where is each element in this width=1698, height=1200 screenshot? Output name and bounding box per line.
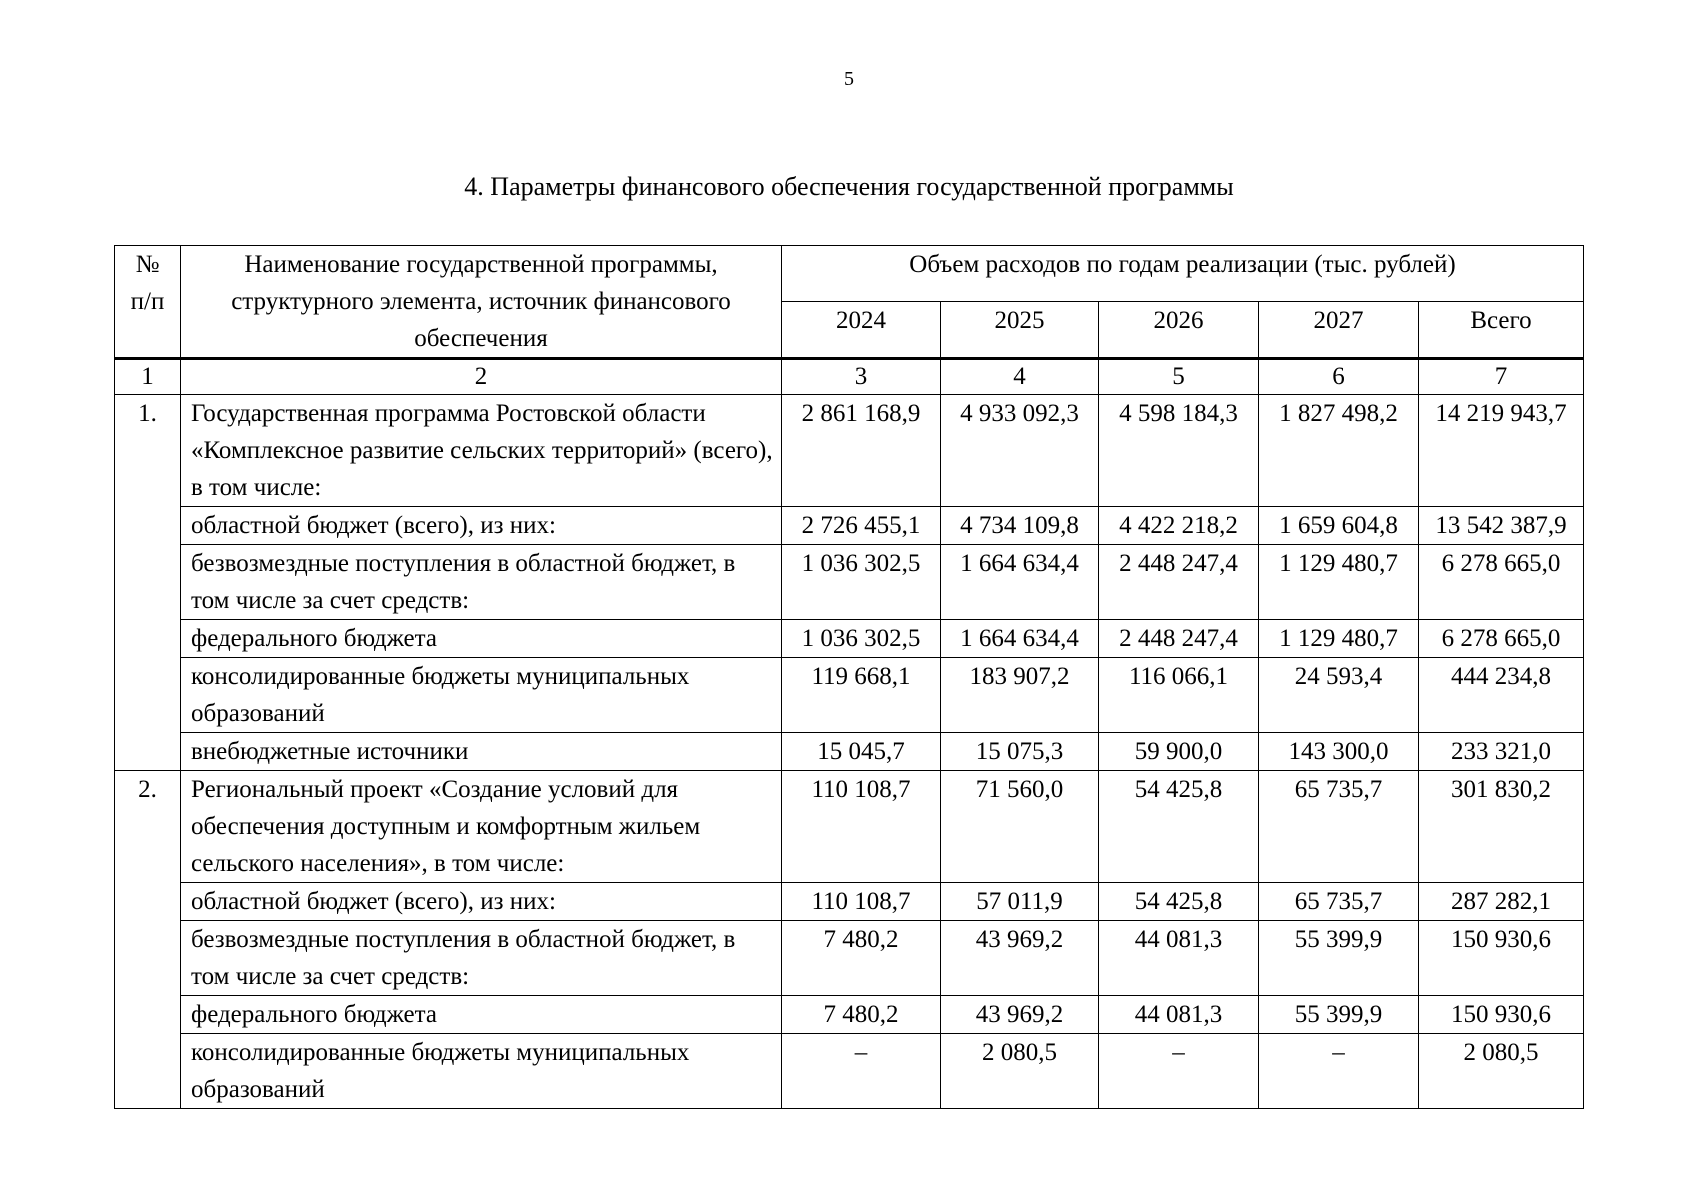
row-name: Региональный проект «Создание условий для обеспечения доступным и комфортным жильем сельского населения», в том числе: <box>181 771 782 883</box>
header-row <box>115 246 1584 302</box>
table-row <box>115 996 1584 1034</box>
row-name: областной бюджет (всего), из них: <box>181 507 782 545</box>
row-year-value: 110 108,7 <box>782 771 941 883</box>
row-year-value: 116 066,1 <box>1099 658 1259 733</box>
row-year-value: 1 659 604,8 <box>1259 507 1419 545</box>
row-year-value: 1 036 302,5 <box>782 545 941 620</box>
row-year-value: 1 129 480,7 <box>1259 620 1419 658</box>
row-name: федерального бюджета <box>181 620 782 658</box>
row-total-value: 6 278 665,0 <box>1419 545 1584 620</box>
header-num: № п/п <box>115 246 181 359</box>
column-number: 6 <box>1259 359 1419 395</box>
page-number: 5 <box>844 68 854 90</box>
table-row <box>115 658 1584 733</box>
row-total-value: 233 321,0 <box>1419 733 1584 771</box>
row-total-value: 150 930,6 <box>1419 996 1584 1034</box>
row-name: Государственная программа Ростовской области «Комплексное развитие сельских территорий» (всего), в том числе: <box>181 395 782 507</box>
row-year-value: 4 933 092,3 <box>941 395 1099 507</box>
financing-table <box>114 245 1584 1109</box>
row-year-value: 24 593,4 <box>1259 658 1419 733</box>
row-total-value: 13 542 387,9 <box>1419 507 1584 545</box>
row-year-value: – <box>1259 1034 1419 1109</box>
table-row <box>115 1034 1584 1109</box>
row-year-value: 55 399,9 <box>1259 921 1419 996</box>
row-year-value: 4 598 184,3 <box>1099 395 1259 507</box>
row-year-value: 65 735,7 <box>1259 883 1419 921</box>
column-numbers-row <box>115 359 1584 395</box>
row-year-value: 7 480,2 <box>782 921 941 996</box>
row-year-value: 4 734 109,8 <box>941 507 1099 545</box>
row-total-value: 14 219 943,7 <box>1419 395 1584 507</box>
row-year-value: 1 827 498,2 <box>1259 395 1419 507</box>
column-number: 5 <box>1099 359 1259 395</box>
row-year-value: 1 036 302,5 <box>782 620 941 658</box>
row-year-value: 143 300,0 <box>1259 733 1419 771</box>
row-year-value: 1 129 480,7 <box>1259 545 1419 620</box>
row-year-value: 1 664 634,4 <box>941 620 1099 658</box>
row-year-value: 43 969,2 <box>941 996 1099 1034</box>
header-year: 2027 <box>1259 301 1419 358</box>
row-year-value: 2 448 247,4 <box>1099 620 1259 658</box>
row-year-value: 43 969,2 <box>941 921 1099 996</box>
row-total-value: 2 080,5 <box>1419 1034 1584 1109</box>
row-total-value: 301 830,2 <box>1419 771 1584 883</box>
row-name: консолидированные бюджеты муниципальных образований <box>181 658 782 733</box>
row-year-value: 183 907,2 <box>941 658 1099 733</box>
row-year-value: 1 664 634,4 <box>941 545 1099 620</box>
row-year-value: 71 560,0 <box>941 771 1099 883</box>
table-row <box>115 620 1584 658</box>
row-year-value: 119 668,1 <box>782 658 941 733</box>
row-name: областной бюджет (всего), из них: <box>181 883 782 921</box>
row-year-value: 7 480,2 <box>782 996 941 1034</box>
header-year: 2026 <box>1099 301 1259 358</box>
row-total-value: 444 234,8 <box>1419 658 1584 733</box>
table-row <box>115 545 1584 620</box>
row-year-value: 57 011,9 <box>941 883 1099 921</box>
column-number: 2 <box>181 359 782 395</box>
row-year-value: 44 081,3 <box>1099 921 1259 996</box>
row-total-value: 150 930,6 <box>1419 921 1584 996</box>
row-name: безвозмездные поступления в областной бюджет, в том числе за счет средств: <box>181 921 782 996</box>
row-name: консолидированные бюджеты муниципальных образований <box>181 1034 782 1109</box>
row-name: федерального бюджета <box>181 996 782 1034</box>
column-number: 3 <box>782 359 941 395</box>
column-number: 4 <box>941 359 1099 395</box>
table-row <box>115 771 1584 883</box>
row-year-value: 54 425,8 <box>1099 883 1259 921</box>
row-year-value: 2 861 168,9 <box>782 395 941 507</box>
row-number: 1. <box>115 395 181 771</box>
table-row <box>115 733 1584 771</box>
row-year-value: 2 448 247,4 <box>1099 545 1259 620</box>
row-year-value: 44 081,3 <box>1099 996 1259 1034</box>
header-name: Наименование государственной программы, структурного элемента, источник финансового обеспечения <box>181 246 782 359</box>
row-year-value: 2 080,5 <box>941 1034 1099 1109</box>
row-number: 2. <box>115 771 181 1109</box>
header-volume: Объем расходов по годам реализации (тыс. рублей) <box>782 246 1584 302</box>
row-name: внебюджетные источники <box>181 733 782 771</box>
table-row <box>115 395 1584 507</box>
row-total-value: 287 282,1 <box>1419 883 1584 921</box>
column-number: 7 <box>1419 359 1584 395</box>
row-year-value: 15 045,7 <box>782 733 941 771</box>
row-year-value: 15 075,3 <box>941 733 1099 771</box>
row-year-value: 59 900,0 <box>1099 733 1259 771</box>
row-year-value: 2 726 455,1 <box>782 507 941 545</box>
column-number: 1 <box>115 359 181 395</box>
table-row <box>115 921 1584 996</box>
header-year: 2025 <box>941 301 1099 358</box>
table-row <box>115 507 1584 545</box>
header-year: 2024 <box>782 301 941 358</box>
header-total: Всего <box>1419 301 1584 358</box>
row-name: безвозмездные поступления в областной бюджет, в том числе за счет средств: <box>181 545 782 620</box>
row-year-value: 4 422 218,2 <box>1099 507 1259 545</box>
row-year-value: 65 735,7 <box>1259 771 1419 883</box>
row-year-value: 110 108,7 <box>782 883 941 921</box>
table-row <box>115 883 1584 921</box>
section-title: 4. Параметры финансового обеспечения государственной программы <box>464 172 1234 201</box>
row-total-value: 6 278 665,0 <box>1419 620 1584 658</box>
row-year-value: 55 399,9 <box>1259 996 1419 1034</box>
row-year-value: – <box>782 1034 941 1109</box>
row-year-value: 54 425,8 <box>1099 771 1259 883</box>
row-year-value: – <box>1099 1034 1259 1109</box>
